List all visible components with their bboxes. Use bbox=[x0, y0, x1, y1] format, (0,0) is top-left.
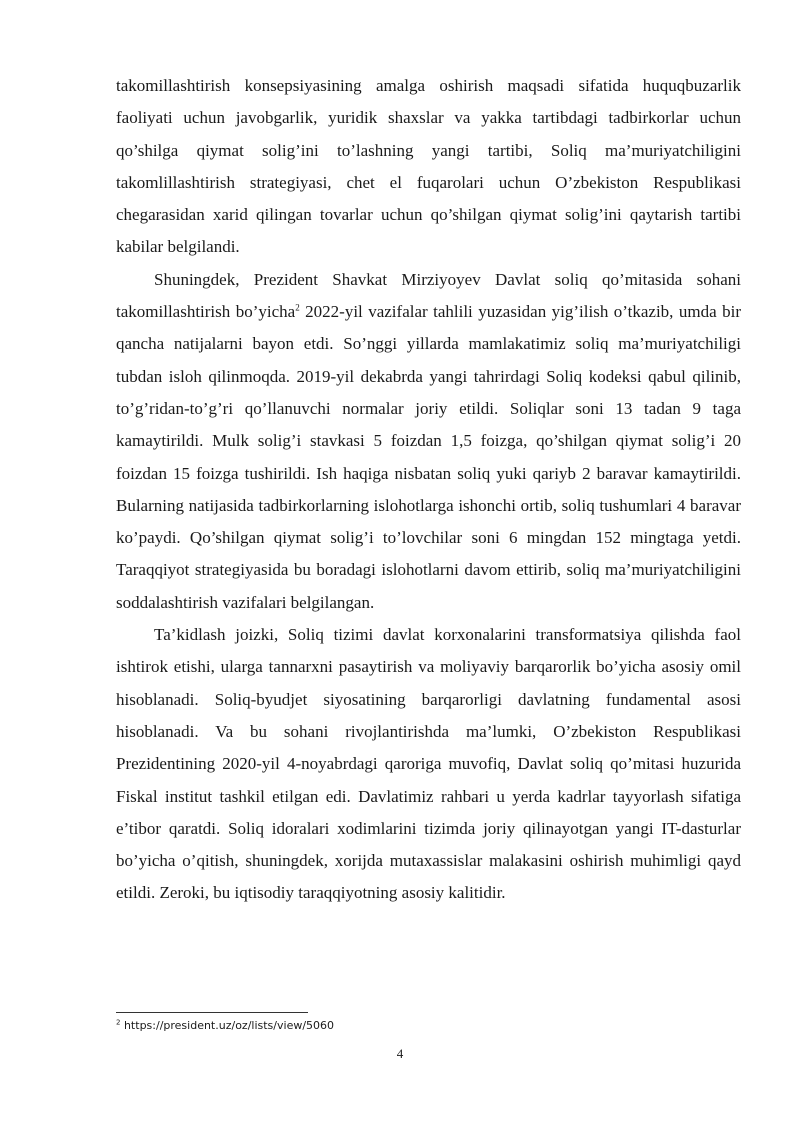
paragraph-2-part-1: Shuningdek, Prezident Shavkat Mirziyoyev Davlat soliq qo’mitasida sohani takomillashtirish bo’yicha bbox=[116, 269, 741, 322]
footnote-link[interactable]: https://president.uz/oz/lists/view/5060 bbox=[120, 1019, 335, 1032]
footnote-number: 2 bbox=[116, 1018, 121, 1027]
paragraph-2 bbox=[116, 264, 741, 619]
footnote bbox=[116, 1018, 741, 1034]
paragraph-1: takomillashtirish konsepsiyasining amalga oshirish maqsadi sifatida huquqbuzarlik faoliyati uchun javobgarlik, yuridik shaxslar va yakka tartibdagi tadbirkorlar uchun qo’shilga qiymat solig’ini to’lashning yangi tartibi, Soliq ma’muriyatchiligini takomlillashtirish strategiyasi, chet el fuqarolari uchun O’zbekiston Respublikasi chegarasidan xarid qilingan tovarlar uchun qo’shilgan qiymat solig’ini qaytarish tartibi kabilar belgilandi. bbox=[116, 76, 741, 257]
paragraph-2-part-2: 2022-yil vazifalar tahlili yuzasidan yig’ilish o’tkazib, umda bir qancha natijalarni bayon etdi. So’nggi yillarda mamlakatimiz soliq ma’muriyatchiligi tubdan isloh qilinmoqda. 2019-yil dekabrda yangi tahrirdagi Soliq kodeksi qabul qilinib, to’g’ridan-to’g’ri qo’llanuvchi normalar joriy etildi. Soliqlar soni 13 tadan 9 taga kamaytirildi. Mulk solig’i stavkasi 5 foizdan 1,5 foizga, qo’shilgan qiymat solig’i 20 foizdan 15 foizga tushirildi. Ish haqiga nisbatan soliq yuki qariyb 2 baravar kamaytirildi. Bularning natijasida tadbirkorlarning islohotlarga ishonchi ortib, soliq tushumlari 4 baravar ko’paydi. Qo’shilgan qiymat solig’i to’lovchilar soni 6 mingdan 152 mingtaga yetdi. Taraqqiyot strategiyasida bu boradagi islohotlarni davom ettirib, soliq ma’muriyatchiligini soddalashtirish vazifalari belgilangan. bbox=[116, 302, 741, 612]
body-text bbox=[116, 70, 741, 910]
footnote-reference[interactable]: 2 bbox=[295, 302, 300, 313]
page-number: 4 bbox=[396, 1046, 404, 1061]
footnote-separator bbox=[116, 1012, 308, 1013]
paragraph-3: Ta’kidlash joizki, Soliq tizimi davlat korxonalarini transformatsiya qilishda faol ishtirok etishi, ularga tannarxni pasaytirish va moliyaviy barqarorlik bo’yicha asosiy omil hisoblanadi. Soliq-byudjet siyosatining barqarorligi davlatning fundamental asosi hisoblanadi. Va bu sohani rivojlantirishda ma’lumki, O’zbekiston Respublikasi Prezidentining 2020-yil 4-noyabrdagi qaroriga muvofiq, Davlat soliq qo’mitasi huzurida Fiskal institut tashkil etilgan edi. Davlatimiz rahbari u yerda kadrlar tayyorlash sifatiga e’tibor qaratdi. Soliq idoralari xodimlarini tizimda joriy qilinayotgan yangi IT-dasturlar bo’yicha o’qitish, shuningdek, xorijda mutaxassislar malakasini oshirish muhimligi qayd etildi. Zeroki, bu iqtisodiy taraqqiyotning asosiy kalitidir. bbox=[116, 625, 741, 903]
